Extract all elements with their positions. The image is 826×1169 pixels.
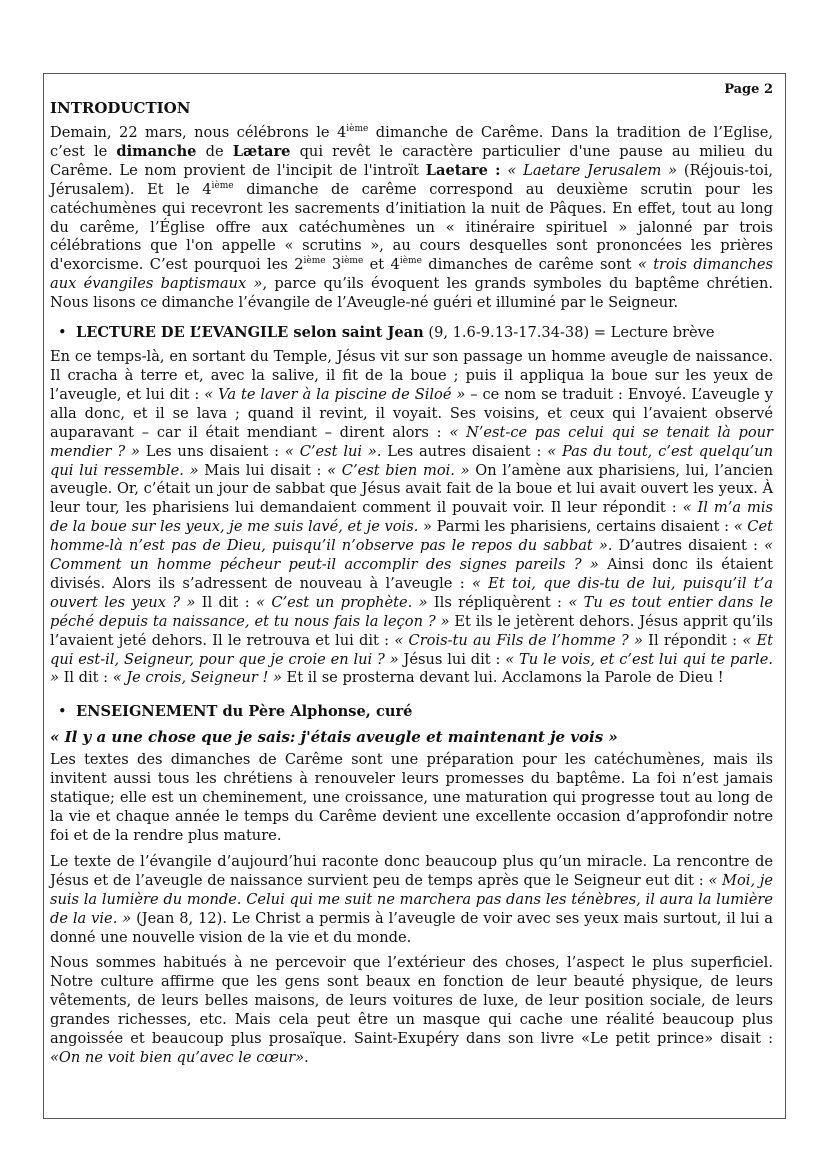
text-run: «On ne voit bien qu’avec le cœur». <box>50 1048 309 1066</box>
teaching-paragraph-2 <box>50 853 773 948</box>
text-run: Jésus lui dit : <box>398 650 506 668</box>
superscript-text: ième <box>346 124 369 135</box>
superscript-text: ième <box>341 256 364 267</box>
text-run: Laetare : <box>425 161 501 179</box>
text-run: « Tu le vois, et c’est lui qui te parle. » <box>50 650 773 687</box>
text-run: , parce qu’ils évoquent les grands symboles du baptême chrétien. Nous lisons ce dimanche l’évangile de l’Aveugle-né guéri et illuminé par le Seigneur. <box>50 275 773 312</box>
text-run: « Et toi, que dis-tu de lui, puisqu’il t’a ouvert les yeux ? » <box>50 574 773 611</box>
text-run: Demain, 22 mars, nous célébrons le 4 <box>50 124 347 141</box>
text-run: dimanche <box>116 142 197 160</box>
text-run: « N’est-ce pas celui qui se tenait là pour mendier ? » <box>50 423 773 460</box>
text-run: « C’est lui ». <box>284 442 382 460</box>
text-run: Ils répliquèrent : <box>427 593 569 611</box>
document-content <box>50 82 773 1075</box>
gospel-paragraph <box>50 348 773 688</box>
text-run: (Réjouis-toi, Jérusalem). Et le 4 <box>50 161 774 198</box>
gospel-heading <box>50 323 773 343</box>
superscript-text: ième <box>211 180 234 191</box>
gospel-heading-bold: LECTURE DE L’EVANGILE selon saint Jean <box>76 324 424 342</box>
superscript-text: ième <box>303 256 326 267</box>
text-run: « Va te laver à la piscine de Siloé » <box>204 385 466 403</box>
text-run: et 4 <box>363 256 400 274</box>
text-run: « Tu es tout entier dans le péché depuis ta naissance, et tu nous fais la leçon ? » <box>50 593 773 630</box>
text-run: Les uns disaient : <box>139 442 285 460</box>
gospel-heading-reference: (9, 1.6-9.13-17.34-38) = Lecture brève <box>423 324 715 342</box>
text-run: « Je crois, Seigneur ! » <box>112 669 282 687</box>
text-run: Nous sommes habitués à ne percevoir que l’extérieur des choses, l’aspect le plus superficiel. Notre culture affirme que les gens sont beaux en fonction de leur beauté physique, de leurs vêtements, de leurs belles maisons, de leurs voitures de luxe, de leur position sociale, de leurs grandes richesses, etc. Mais cela peut être un masque qui cache une réalité beaucoup plus angoissée et beaucoup plus prosaïque. Saint-Exupéry dans son livre «Le petit prince» disait : <box>50 954 773 1048</box>
text-run: « Crois-tu au Fils de l’homme ? » <box>394 631 643 649</box>
text-run: de <box>196 142 233 160</box>
teaching-paragraph-1 <box>50 751 773 846</box>
text-run: En ce temps-là, en sortant du Temple, Jésus vit sur son passage un homme aveugle de naissance. Il cracha à terre et, avec la salive, il fit de la boue ; puis il appliqua la boue sur les yeux de l’aveugle, et lui dit : <box>50 348 773 403</box>
superscript-text: ième <box>399 256 422 267</box>
text-run: Et il se prosterna devant lui. Acclamons la Parole de Dieu ! <box>281 669 724 687</box>
text-run: « Moi, je suis la lumière du monde. Celui qui me suit ne marchera pas dans les ténèbres, il aura la lumière de la vie. » <box>50 871 773 927</box>
teaching-heading-author: du Père Alphonse, curé <box>217 703 413 721</box>
teaching-heading <box>50 702 773 722</box>
text-run: « trois dimanches aux évangiles baptismaux » <box>50 256 773 293</box>
text-run: On l’amène aux pharisiens, lui, l’ancien aveugle. Or, c’était un jour de sabbat que Jésus avait fait de la boue et lui avait ouvert les yeux. À leur tour, les pharisiens lui demandaient comment il pouvait voir. Il leur répondit : <box>50 461 774 517</box>
text-run: Il dit : <box>58 669 113 687</box>
text-run: « Cet homme-là n’est pas de Dieu, puisqu’il n’observe pas le repos du sabbat » <box>50 518 773 555</box>
text-run: Et ils le jetèrent dehors. Jésus apprit qu’ils l’avaient jeté dehors. Il le retrouva et lui dit : <box>50 612 773 649</box>
text-run: Les textes des dimanches de Carême sont une préparation pour les catéchumènes, mais ils invitent aussi tous les chrétiens à renouveler leurs promesses du baptême. La foi n’est jamais statique; elle est un cheminement, une croissance, une maturation qui progresse tout au long de la vie et chaque année le temps du Carême devient une excellente occasion d’approfondir notre foi et de la rendre plus mature. <box>50 751 773 844</box>
text-run: Mais lui disait : <box>198 461 328 479</box>
text-run: Il dit : <box>195 593 257 611</box>
text-run: – ce nom se traduit : Envoyé. L’aveugle y alla donc, et il se lava ; quand il revint, il voyait. Ses voisins, et ceux qui l’avaient observé auparavant – car il était mendiant – dirent alors : <box>50 385 773 441</box>
text-run: qui revêt le caractère particulier d'une pause au milieu du Carême. Le nom provient de l'incipit de l'introït <box>50 142 773 179</box>
text-run: « Comment un homme pécheur peut-il accomplir des signes pareils ? » <box>50 537 773 574</box>
text-run: « C’est un prophète. » <box>256 593 428 611</box>
text-run: Lætare <box>232 142 291 160</box>
teaching-paragraph-3 <box>50 954 773 1067</box>
bullet-icon: • <box>58 703 67 721</box>
text-run: (Jean 8, 12). Le Christ a permis à l’aveugle de voir avec ses yeux mais surtout, il lui a donné une nouvelle vision de la vie et du monde. <box>50 909 773 946</box>
text-run: Le texte de l’évangile d’aujourd’hui raconte donc beaucoup plus qu’un miracle. La rencontre de Jésus et de l’aveugle de naissance survient peu de temps après que le Seigneur eut dit : <box>50 852 773 889</box>
page-number: Page 2 <box>724 82 773 97</box>
text-run: « Pas du tout, c’est quelqu’un qui lui ressemble. » <box>50 442 774 479</box>
text-run: « Il m’a mis de la boue sur les yeux, je me suis lavé, et je vois. <box>50 499 773 536</box>
introduction-heading: INTRODUCTION <box>50 99 191 117</box>
text-run: « C’est bien moi. » <box>327 461 470 479</box>
text-run: « Laetare Jerusalem » <box>507 161 678 179</box>
bullet-icon: • <box>58 324 67 342</box>
text-run: dimanches de carême sont <box>421 256 638 274</box>
text-run: dimanche de carême correspond au deuxième scrutin pour les catéchumènes qui recevront les sacrements d’initiation la nuit de Pâques. En effet, tout au long du carême, l’Église offre aux catéchumènes un « itinéraire spirituel » jalonné par trois célébrations que l'on appelle « scrutins », au cours desquelles sont prononcées les prières d'exorcisme. C’est pourquoi les 2 <box>50 180 773 274</box>
text-run: Il répondit : <box>642 631 743 649</box>
text-run: . D’autres disaient : <box>607 537 765 555</box>
text-run: 3 <box>325 256 342 274</box>
text-run: Les autres disaient : <box>381 442 548 460</box>
text-run: Ainsi donc ils étaient divisés. Alors ils s’adressent de nouveau à l’aveugle : <box>50 556 773 592</box>
teaching-heading-bold: ENSEIGNEMENT <box>76 703 218 721</box>
introduction-paragraph <box>50 124 773 313</box>
text-run: » Parmi les pharisiens, certains disaient : <box>418 518 734 536</box>
teaching-subtitle: « Il y a une chose que je sais: j'étais aveugle et maintenant je vois » <box>50 728 618 747</box>
text-run: « Et qui est-il, Seigneur, pour que je croie en lui ? » <box>50 631 774 668</box>
text-run: dimanche de Carême. Dans la tradition de l’Eglise, c’est le <box>50 124 773 160</box>
